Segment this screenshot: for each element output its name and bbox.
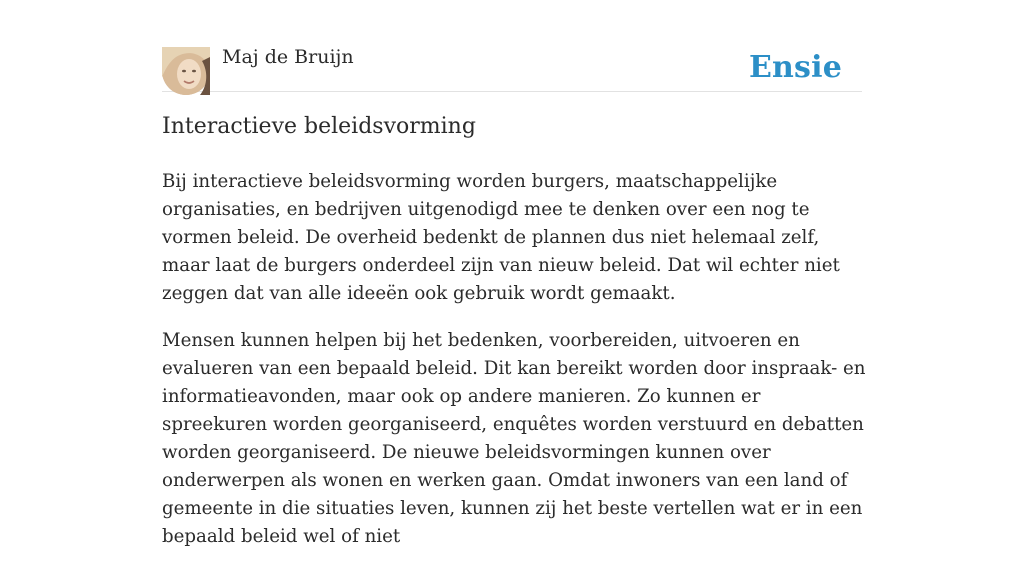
article-title: Interactieve beleidsvorming xyxy=(162,114,476,139)
article-paragraph: Bij interactieve beleidsvorming worden burgers, maatschappelijke organisaties, en bedrijven uitgenodigd mee te denken over een nog te vormen beleid. De overheid bedenkt de plannen dus niet helemaal zelf, maar laat de burgers onderdeel zijn van nieuw beleid. Dat wil echter niet zeggen dat van alle ideeën ook gebruik wordt gemaakt. xyxy=(162,171,840,304)
author-name[interactable]: Maj de Bruijn xyxy=(222,46,354,68)
ensie-logo[interactable]: Ensie xyxy=(748,50,842,85)
avatar-photo xyxy=(162,47,210,95)
header xyxy=(162,44,862,92)
article-paragraph: Mensen kunnen helpen bij het bedenken, voorbereiden, uitvoeren en evalueren van een bepaald beleid. Dit kan bereikt worden door inspraak- en informatieavonden, maar ook op andere manieren. Zo kunnen er spreekuren worden georganiseerd, enquêtes worden verstuurd en debatten worden georganiseerd. De nieuwe beleidsvormingen kunnen over onderwerpen als wonen en werken gaan. Omdat inwoners van een land of gemeente in die situaties leven, kunnen zij het beste vertellen wat er in een bepaald beleid wel of niet xyxy=(162,330,866,547)
avatar[interactable] xyxy=(162,47,210,95)
article-body xyxy=(162,168,870,570)
